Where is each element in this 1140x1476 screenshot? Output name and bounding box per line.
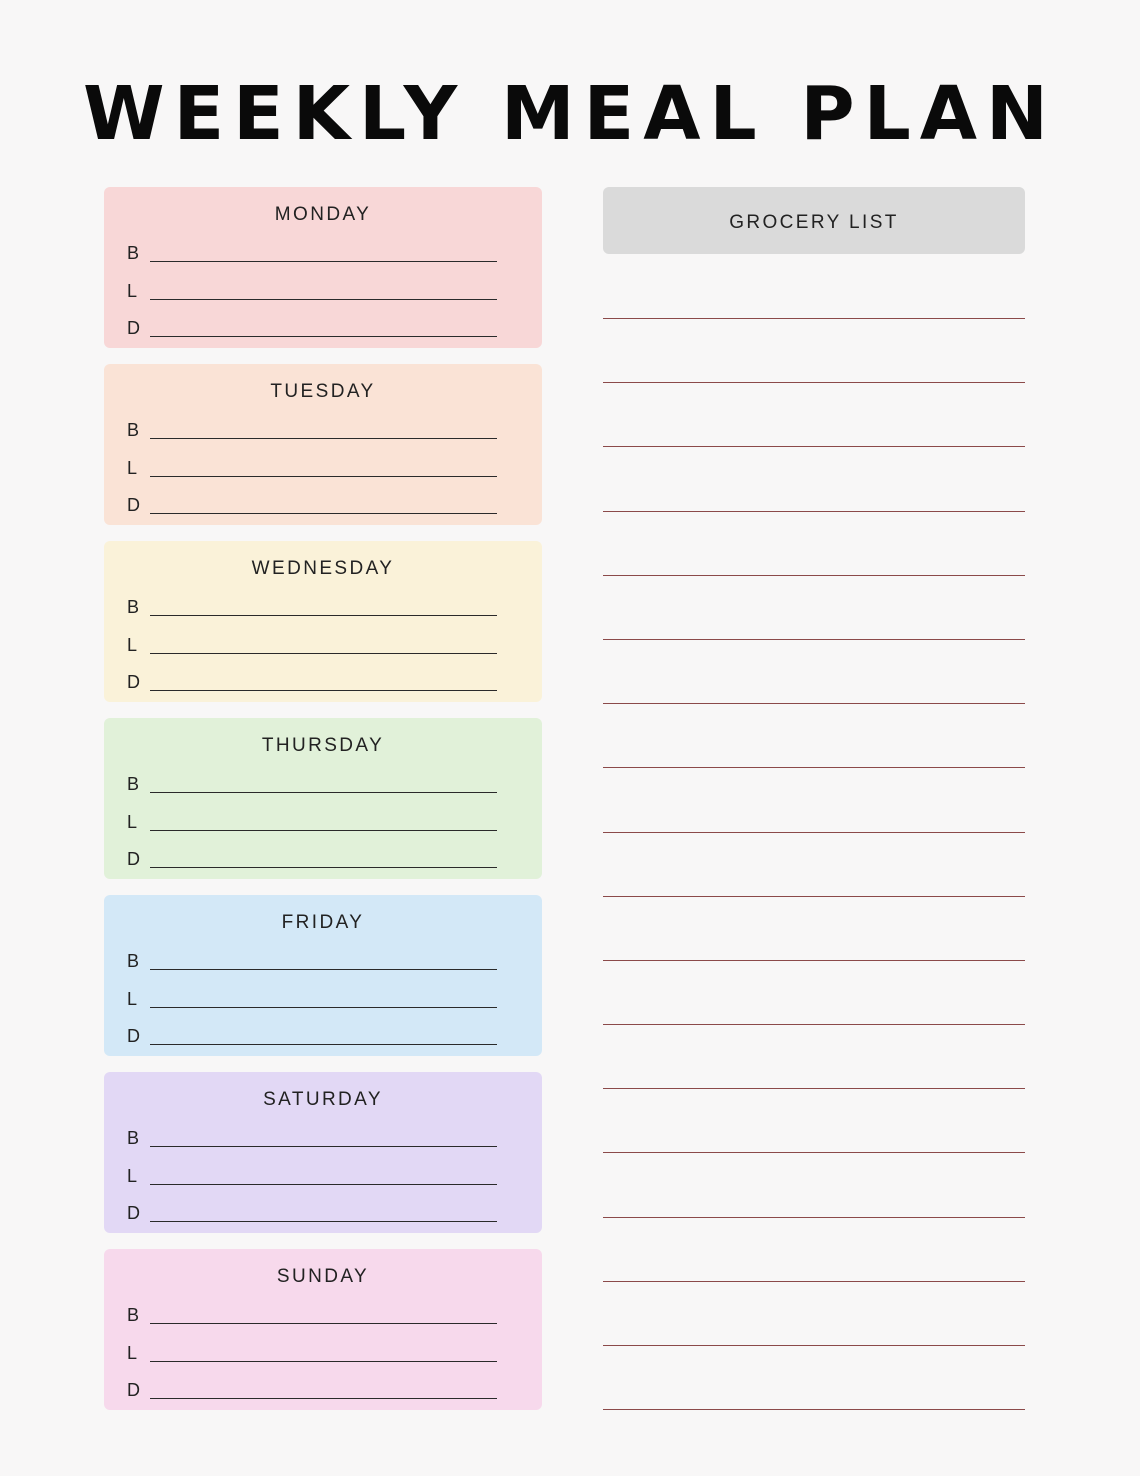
day-card-wednesday [104,541,542,702]
meal-label: L [127,458,138,478]
grocery-list-line[interactable] [603,1345,1025,1409]
grocery-list-header: GROCERY LIST [603,187,1025,254]
meal-label: B [127,774,140,794]
meal-label: B [127,1128,140,1148]
meal-entry-line[interactable] [150,1007,497,1008]
meal-label: L [127,1166,138,1186]
meal-row [127,848,497,872]
meal-row [127,494,497,518]
meal-row [127,1165,497,1189]
meal-label: L [127,1343,138,1363]
days-column [104,187,542,1426]
meal-label: D [127,1026,140,1046]
meal-entry-line[interactable] [150,438,497,439]
meal-entry-line[interactable] [150,261,497,262]
grocery-list-line[interactable] [603,1152,1025,1216]
meal-row [127,242,497,266]
meal-entry-line[interactable] [150,1361,497,1362]
meal-label: B [127,951,140,971]
meal-entry-line[interactable] [150,615,497,616]
grocery-list-line[interactable] [603,1281,1025,1345]
day-name: TUESDAY [270,381,376,402]
grocery-list-line[interactable] [603,318,1025,382]
meal-entry-line[interactable] [150,1184,497,1185]
day-card-tuesday [104,364,542,525]
page-title: WEEKLY MEAL PLAN [82,71,1057,157]
meal-row [127,634,497,658]
meal-entry-line[interactable] [150,969,497,970]
day-name: SUNDAY [276,1266,370,1287]
grocery-list-line[interactable] [603,767,1025,831]
meal-label: B [127,420,140,440]
meal-entry-line[interactable] [150,690,497,691]
meal-entry-line[interactable] [150,1323,497,1324]
grocery-list-line[interactable] [603,960,1025,1024]
day-card-monday [104,187,542,348]
meal-label: D [127,1380,140,1400]
day-name: FRIDAY [281,912,365,933]
meal-row [127,457,497,481]
meal-label: L [127,812,138,832]
grocery-list-line[interactable] [603,1217,1025,1281]
meal-label: D [127,849,140,869]
meal-entry-line[interactable] [150,299,497,300]
grocery-list-line[interactable] [603,639,1025,703]
meal-row [127,988,497,1012]
grocery-list-line[interactable] [603,1409,1025,1473]
grocery-list-line[interactable] [603,575,1025,639]
meal-label: D [127,672,140,692]
meal-entry-line[interactable] [150,513,497,514]
day-card-thursday [104,718,542,879]
day-name: MONDAY [274,204,372,225]
meal-label: D [127,1203,140,1223]
meal-row [127,1127,497,1151]
grocery-list-line[interactable] [603,446,1025,510]
grocery-list-line[interactable] [603,1088,1025,1152]
meal-entry-line[interactable] [150,792,497,793]
grocery-list-line[interactable] [603,832,1025,896]
meal-label: L [127,989,138,1009]
meal-row [127,773,497,797]
meal-label: B [127,1305,140,1325]
day-name: THURSDAY [261,735,385,756]
meal-entry-line[interactable] [150,1398,497,1399]
meal-label: B [127,597,140,617]
meal-label: D [127,495,140,515]
meal-entry-line[interactable] [150,867,497,868]
meal-entry-line[interactable] [150,653,497,654]
grocery-list-lines [603,318,1025,1473]
meal-entry-line[interactable] [150,1044,497,1045]
grocery-list-line[interactable] [603,382,1025,446]
meal-label: B [127,243,140,263]
meal-entry-line[interactable] [150,476,497,477]
meal-label: D [127,318,140,338]
meal-row [127,1202,497,1226]
meal-row [127,1379,497,1403]
day-card-friday [104,895,542,1056]
meal-row [127,596,497,620]
grocery-list-line[interactable] [603,511,1025,575]
meal-row [127,317,497,341]
day-name: SATURDAY [263,1089,383,1110]
meal-label: L [127,635,138,655]
meal-row [127,1342,497,1366]
grocery-list-line[interactable] [603,896,1025,960]
meal-row [127,671,497,695]
meal-row [127,1304,497,1328]
day-name: WEDNESDAY [251,558,395,579]
meal-entry-line[interactable] [150,830,497,831]
meal-label: L [127,281,138,301]
meal-entry-line[interactable] [150,1146,497,1147]
meal-row [127,280,497,304]
meal-row [127,419,497,443]
meal-row [127,1025,497,1049]
meal-entry-line[interactable] [150,1221,497,1222]
meal-row [127,811,497,835]
day-card-sunday [104,1249,542,1410]
grocery-list-line[interactable] [603,703,1025,767]
day-card-saturday [104,1072,542,1233]
meal-entry-line[interactable] [150,336,497,337]
meal-row [127,950,497,974]
grocery-list-line[interactable] [603,1024,1025,1088]
